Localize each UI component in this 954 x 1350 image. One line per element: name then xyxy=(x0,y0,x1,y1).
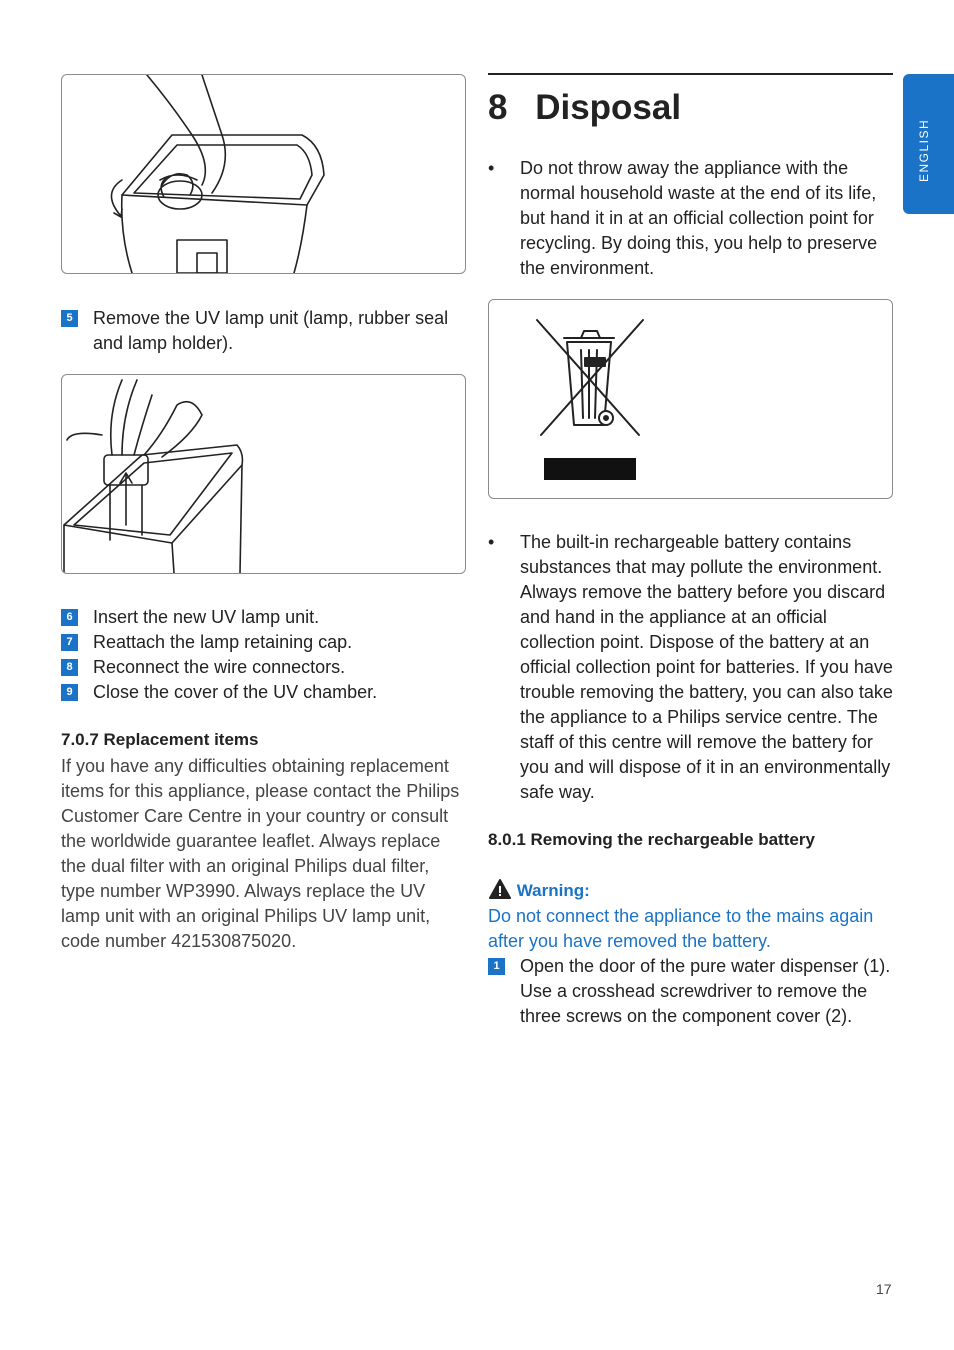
bullet-text: Do not throw away the appliance with the normal household waste at the end of its life, but hand it in at an official collection point for recycling. By doing this, you help to preserve the environment. xyxy=(520,158,878,278)
chapter-heading xyxy=(488,88,681,128)
crossed-bin-icon xyxy=(489,300,892,498)
step-number-badge: 7 xyxy=(61,634,78,651)
step-text: Reconnect the wire connectors. xyxy=(93,657,346,677)
chapter-rule xyxy=(488,73,893,75)
replacement-heading: 7.0.7 Replacement items xyxy=(61,730,259,749)
bullet-dot: • xyxy=(488,158,495,178)
warning-icon xyxy=(488,878,512,900)
warning-label-row xyxy=(488,878,590,901)
step-text: Remove the UV lamp unit (lamp, rubber seal and lamp holder). xyxy=(93,308,449,353)
bullet-dot: • xyxy=(488,532,495,552)
step-number-badge: 1 xyxy=(488,958,505,975)
black-bar-icon xyxy=(544,458,636,480)
step-number-badge: 9 xyxy=(61,684,78,701)
step-text: Insert the new UV lamp unit. xyxy=(93,607,320,627)
step-number-badge: 5 xyxy=(61,310,78,327)
page-number: 17 xyxy=(876,1281,892,1297)
step-number-badge: 8 xyxy=(61,659,78,676)
bullet-text: The built-in rechargeable battery contains substances that may pollute the environment. Always remove the battery before you discard and hand in the appliance at an official collection point. Dispose of the battery at an official collection point for batteries. If you have trouble removing the battery, you can also take the appliance to a Philips service centre. The staff of this centre will remove the battery for you and will dispose of it in an environmentally safe way. xyxy=(520,532,893,802)
step-text: Open the door of the pure water dispenser (1). Use a crosshead screwdriver to remove the three screws on the component cover (2). xyxy=(520,956,891,1026)
battery-subheading: 8.0.1 Removing the rechargeable battery xyxy=(488,830,815,849)
figure-weee-symbol xyxy=(488,299,893,499)
step-number-badge: 6 xyxy=(61,609,78,626)
language-tab-label: ENGLISH xyxy=(917,118,931,182)
replacement-text: If you have any difficulties obtaining replacement items for this appliance, please contact the Philips Customer Care Centre in your country or consult the worldwide guarantee leaflet. Always replace the dual filter with an original Philips dual filter, type number WP3990. Always replace the UV lamp unit with an original Philips UV lamp unit, code number 421530875020. xyxy=(61,756,460,951)
warning-text: Do not connect the appliance to the mains again after you have removed the battery. xyxy=(488,906,874,951)
warning-label: Warning: xyxy=(516,881,590,900)
step-text: Close the cover of the UV chamber. xyxy=(93,682,378,702)
language-tab xyxy=(903,74,954,214)
step-text: Reattach the lamp retaining cap. xyxy=(93,632,353,652)
lamp-removal-illustration xyxy=(62,375,465,573)
cap-removal-illustration xyxy=(62,75,465,273)
figure-cap-removal xyxy=(61,74,466,274)
chapter-number: 8 xyxy=(488,88,508,127)
chapter-title: Disposal xyxy=(535,88,682,127)
figure-lamp-removal xyxy=(61,374,466,574)
